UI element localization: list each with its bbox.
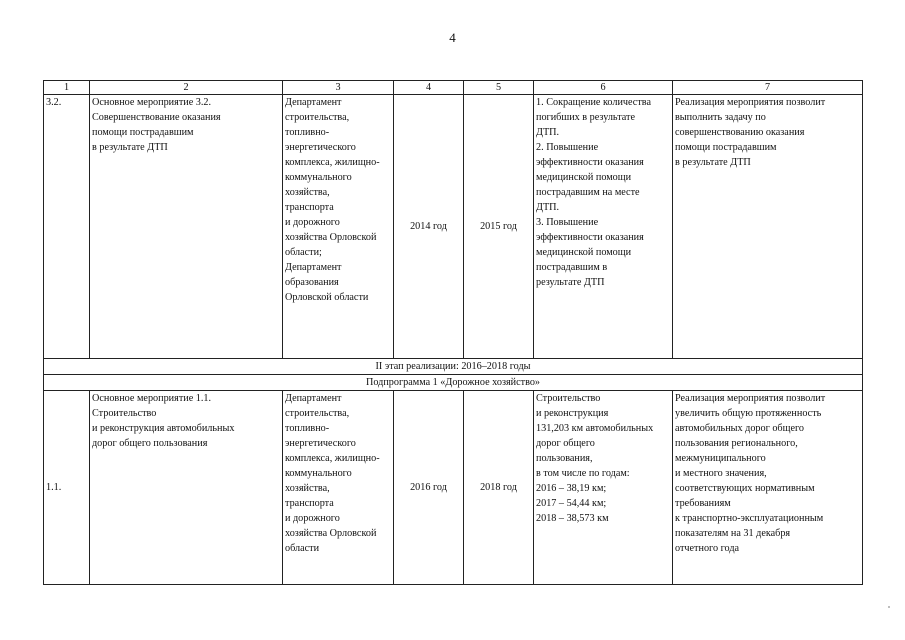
cell-line: эффективности оказания [536, 232, 644, 243]
cell-line: дорог общего пользования [92, 438, 208, 449]
cell-line: Реализация мероприятия позволит [675, 393, 826, 404]
executor-cell [283, 95, 394, 359]
start-year-cell: 2014 год [394, 95, 464, 359]
cell-line: комплекса, жилищно- [285, 157, 380, 168]
cell-line: Департамент [285, 393, 342, 404]
table-row [44, 95, 863, 359]
cell-line: пострадавшим в [536, 262, 608, 273]
header-cell: 4 [394, 81, 464, 95]
cell-line: хозяйства, [285, 483, 330, 494]
result-cell [534, 95, 673, 359]
cell-line: хозяйства Орловской [285, 528, 377, 539]
cell-line: эффективности оказания [536, 157, 644, 168]
cell-line: требованиям [675, 498, 731, 509]
consequence-cell [673, 95, 863, 359]
cell-line: 2018 – 38,573 км [536, 513, 609, 524]
cell-line: соответствующих нормативным [675, 483, 815, 494]
cell-line: и дорожного [285, 217, 340, 228]
cell-line: Строительство [536, 393, 601, 404]
cell-line: Департамент [285, 262, 342, 273]
cell-line: в том числе по годам: [536, 468, 630, 479]
cell-line: комплекса, жилищно- [285, 453, 380, 464]
stage-title: II этап реализации: 2016–2018 годы [44, 359, 863, 375]
cell-line: погибших в результате [536, 112, 635, 123]
cell-line: медицинской помощи [536, 247, 632, 258]
header-cell: 6 [534, 81, 673, 95]
header-row [44, 81, 863, 95]
cell-line: энергетического [285, 438, 356, 449]
cell-line: 2. Повышение [536, 142, 599, 153]
cell-line: хозяйства, [285, 187, 330, 198]
header-cell: 1 [44, 81, 90, 95]
cell-line: и реконструкция [536, 408, 609, 419]
cell-line: топливно- [285, 127, 330, 138]
consequence-cell [673, 391, 863, 585]
end-year-cell: 2015 год [464, 95, 534, 359]
cell-line: результате ДТП [536, 277, 605, 288]
end-year-cell: 2018 год [464, 391, 534, 585]
cell-line: автомобильных дорог общего [675, 423, 804, 434]
cell-line: образования [285, 277, 339, 288]
program-table [43, 80, 863, 585]
cell-line: 1. Сокращение количества [536, 97, 651, 108]
cell-line: 131,203 км автомобильных [536, 423, 654, 434]
cell-line: Основное мероприятие 3.2. [92, 97, 212, 108]
subprogram-title: Подпрограмма 1 «Дорожное хозяйство» [44, 375, 863, 391]
cell-line: и местного значения, [675, 468, 767, 479]
cell-line: и дорожного [285, 513, 340, 524]
cell-line: в результате ДТП [675, 157, 751, 168]
cell-line: медицинской помощи [536, 172, 632, 183]
cell-line: 3. Повышение [536, 217, 599, 228]
header-cell: 7 [673, 81, 863, 95]
cell-line: области; [285, 247, 322, 258]
cell-line: помощи пострадавшим [675, 142, 777, 153]
cell-line: энергетического [285, 142, 356, 153]
cell-line: коммунального [285, 172, 352, 183]
cell-line: отчетного года [675, 543, 740, 554]
cell-line: дорог общего [536, 438, 595, 449]
cell-line: пользования регионального, [675, 438, 798, 449]
event-cell [90, 95, 283, 359]
cell-line: и реконструкция автомобильных [92, 423, 235, 434]
start-year-cell: 2016 год [394, 391, 464, 585]
cell-line: выполнить задачу по [675, 112, 766, 123]
cell-line: к транспортно-эксплуатационным [675, 513, 824, 524]
subprogram-row [44, 375, 863, 391]
cell-line: транспорта [285, 498, 334, 509]
cell-line: Департамент [285, 97, 342, 108]
cell-line: 2016 – 38,19 км; [536, 483, 607, 494]
header-cell: 5 [464, 81, 534, 95]
cell-line: строительства, [285, 112, 350, 123]
cell-line: топливно- [285, 423, 330, 434]
cell-line: совершенствованию оказания [675, 127, 805, 138]
cell-line: помощи пострадавшим [92, 127, 194, 138]
header-cell: 2 [90, 81, 283, 95]
cell-line: коммунального [285, 468, 352, 479]
event-cell [90, 391, 283, 585]
cell-line: Основное мероприятие 1.1. [92, 393, 212, 404]
cell-line: 2017 – 54,44 км; [536, 498, 607, 509]
stage-row [44, 359, 863, 375]
cell-line: области [285, 543, 320, 554]
scan-speck [888, 606, 890, 608]
header-cell: 3 [283, 81, 394, 95]
cell-line: Орловской области [285, 292, 369, 303]
cell-line: Совершенствование оказания [92, 112, 221, 123]
row-number: 3.2. [44, 95, 90, 359]
cell-line: хозяйства Орловской [285, 232, 377, 243]
cell-line: показателям на 31 декабря [675, 528, 791, 539]
row-number: 1.1. [44, 391, 90, 585]
cell-line: ДТП. [536, 202, 560, 213]
executor-cell [283, 391, 394, 585]
cell-line: Строительство [92, 408, 157, 419]
cell-line: пользования, [536, 453, 593, 464]
cell-line: транспорта [285, 202, 334, 213]
cell-line: межмуниципального [675, 453, 766, 464]
page-number: 4 [449, 30, 456, 45]
cell-line: Реализация мероприятия позволит [675, 97, 826, 108]
table-row [44, 391, 863, 585]
cell-line: строительства, [285, 408, 350, 419]
cell-line: увеличить общую протяженность [675, 408, 822, 419]
cell-line: пострадавшим на месте [536, 187, 640, 198]
cell-line: в результате ДТП [92, 142, 168, 153]
result-cell [534, 391, 673, 585]
cell-line: ДТП. [536, 127, 560, 138]
